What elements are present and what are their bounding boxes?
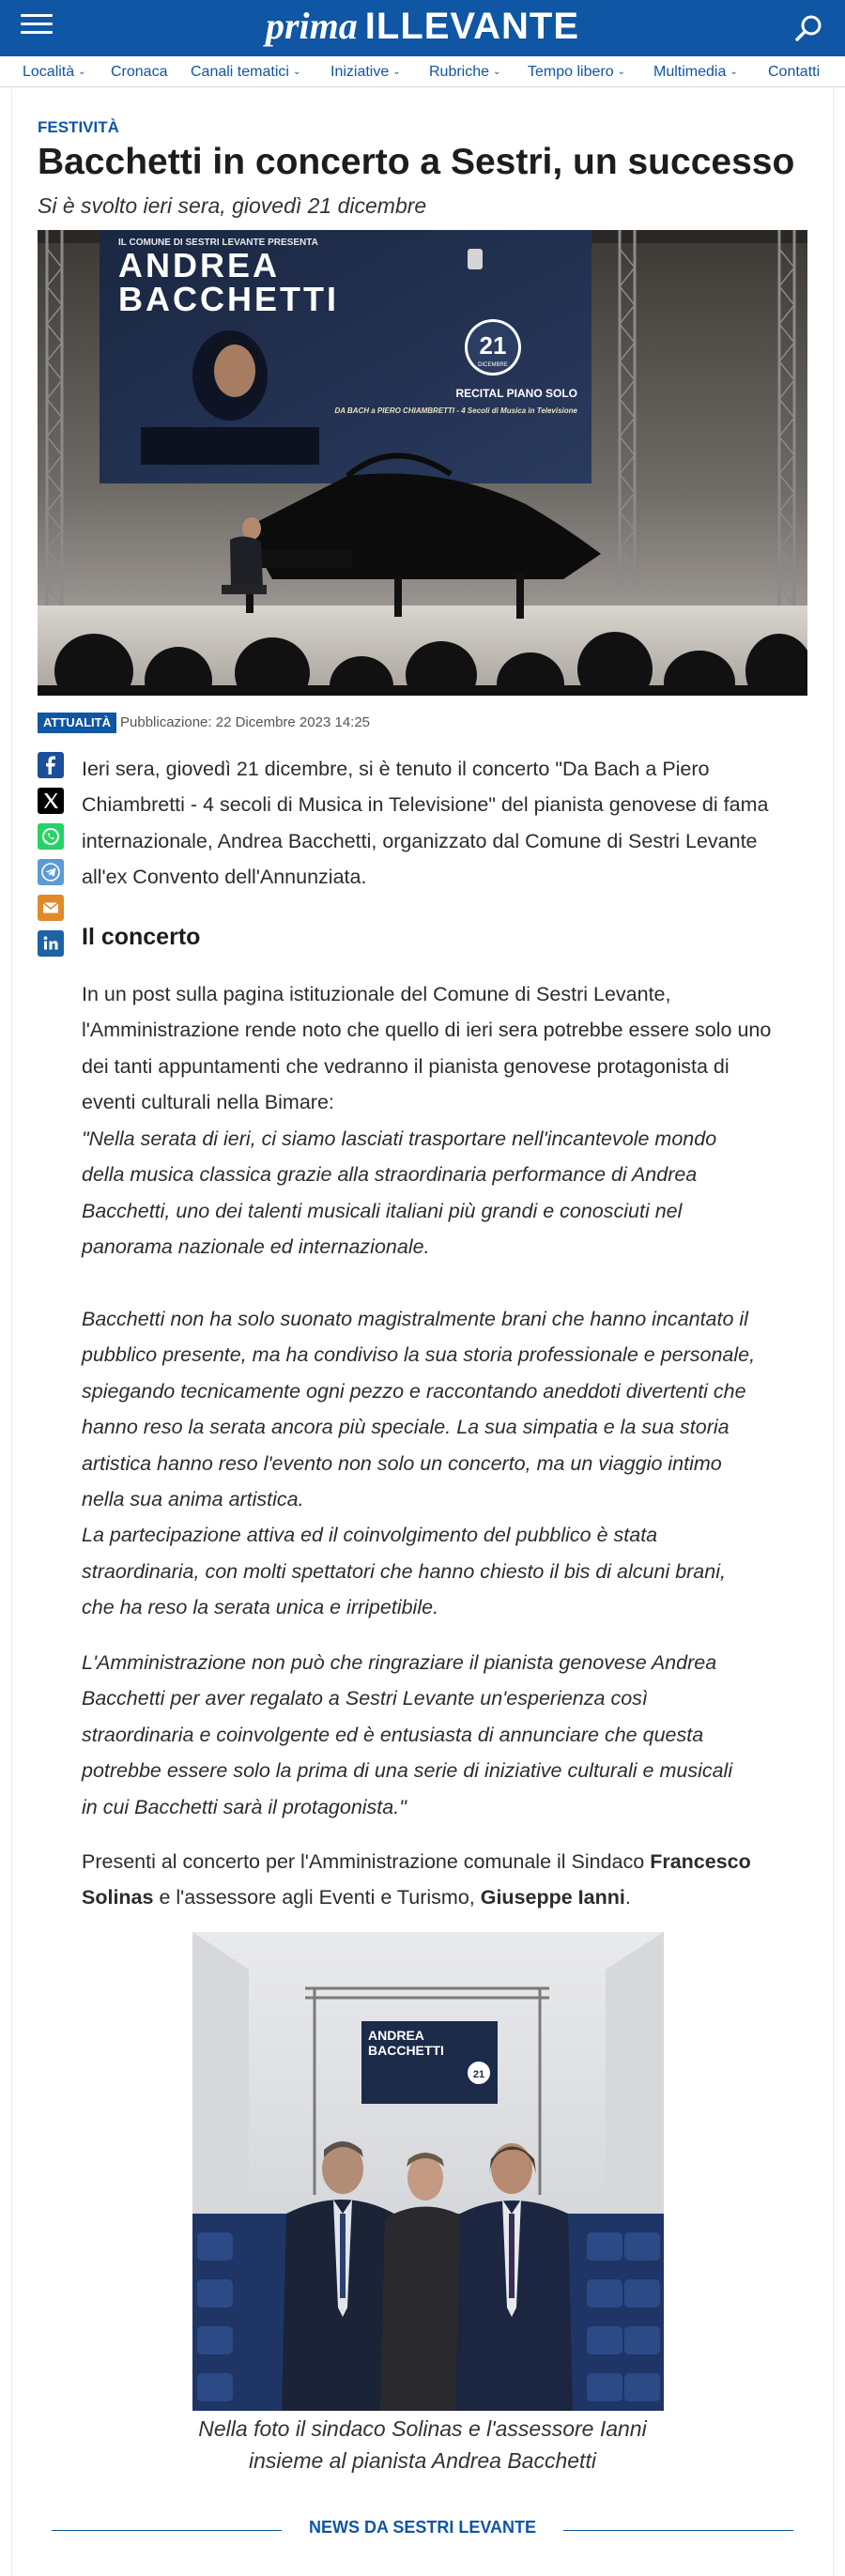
- category-badge[interactable]: ATTUALITÀ: [38, 713, 116, 733]
- chevron-down-icon: ⌄: [292, 67, 301, 77]
- chevron-down-icon: ⌄: [493, 67, 501, 77]
- article-lead: Ieri sera, giovedì 21 dicembre, si è tenuto il concerto "Da Bach a Piero Chiambretti - 4 secoli di Musica in Televisione" del pianista genovese di fama internazionale, Andrea Bacchetti, organizzato dal Comune di Sestri Levante all'ex Convento dell'Annunziata.: [82, 758, 769, 889]
- hero-image: [38, 230, 807, 696]
- quote-paragraph-3: L'Amministrazione non può che ringraziare il pianista genovese Andrea Bacchetti per aver regalato a Sestri Levante un'esperienza così straordinaria e coinvolgente ed è entusiasta di annunciare che questa potrebbe essere solo la prima di una serie di iniziative culturali e musicali in cui Bacchetti sarà il protagonista.": [82, 1651, 733, 1818]
- linkedin-icon[interactable]: [38, 930, 64, 957]
- related-news-heading[interactable]: NEWS DA SESTRI LEVANTE: [0, 2518, 845, 2538]
- email-icon[interactable]: [38, 895, 64, 921]
- mayor-name: Francesco: [650, 1850, 751, 1873]
- chevron-down-icon: ⌄: [730, 67, 738, 77]
- nav-item-rubriche[interactable]: Rubriche ⌄: [429, 64, 501, 80]
- hero-screen-sub: DA BACH a PIERO CHIAMBRETTI - 4 Secoli di Musica in Televisione: [334, 406, 577, 415]
- photo2-screen-line2: BACCHETTI: [368, 2043, 444, 2058]
- article-kicker[interactable]: FESTIVITÀ: [38, 118, 119, 136]
- publication-date: Pubblicazione: 22 Dicembre 2023 14:25: [120, 714, 371, 730]
- nav-item-multimedia[interactable]: Multimedia ⌄: [653, 64, 738, 80]
- hero-screen-line2: ANDREA: [118, 246, 281, 284]
- nav-item-canali-tematici[interactable]: Canali tematici ⌄: [191, 64, 301, 80]
- facebook-icon[interactable]: [38, 752, 64, 778]
- photo-caption: Nella foto il sindaco Solinas e l'assessore Ianni insieme al pianista Andrea Bacchetti: [198, 2416, 647, 2473]
- quote-paragraph-1: "Nella serata di ieri, ci siamo lasciati trasportare nell'incantevole mondo della musica classica grazie alla straordinaria performance di Andrea Bacchetti, uno dei talenti musicali italiani più grandi e conosciuti nel panorama nazionale ed internazionale.: [82, 1127, 717, 1259]
- nav-item-cronaca[interactable]: Cronaca: [111, 64, 168, 80]
- hero-screen-recital: RECITAL PIANO SOLO: [455, 387, 577, 400]
- logo-name: ILLEVANTE: [364, 6, 580, 47]
- photo2-screen-line1: ANDREA: [368, 2028, 424, 2043]
- telegram-icon[interactable]: [38, 859, 64, 885]
- nav-item-iniziative[interactable]: Iniziative ⌄: [330, 64, 401, 80]
- quote-paragraph-2: Bacchetti non ha solo suonato magistralmente brani che hanno incantato il pubblico presente, ma ha condiviso la sua storia professionale e personale, spiegando tecnicamente ogni pezzo e raccontando aneddoti divertenti che hanno reso la serata ancora più speciale. La sua simpatia e la sua storia artistica hanno reso l'evento non solo un concerto, ma un viaggio intimo nella sua anima artistica. La partecipazione attiva ed il coinvolgimento del pubblico è stata straordinaria, con molti spettatori che hanno chiesto il bis di alcuni brani, che ha reso la serata unica e irripetibile.: [82, 1308, 756, 1619]
- assessor-name: Giuseppe Ianni: [480, 1886, 625, 1909]
- nav-item-contatti[interactable]: Contatti: [768, 64, 821, 80]
- section-heading: Il concerto: [82, 924, 201, 950]
- chevron-down-icon: ⌄: [392, 67, 401, 77]
- hero-screen-month: DICEMBRE: [478, 362, 508, 368]
- hero-screen-line3: BACCHETTI: [118, 280, 339, 318]
- top-bar: [0, 0, 845, 56]
- paragraph-1: In un post sulla pagina istituzionale del Comune di Sestri Levante, l'Amministrazione rende noto che quello di ieri sera potrebbe essere solo uno dei tanti appuntamenti che vedranno il pianista genovese protagonista di eventi culturali nella Bimare:: [82, 983, 772, 1114]
- article-title: Bacchetti in concerto a Sestri, un successo: [38, 142, 795, 182]
- chevron-down-icon: ⌄: [78, 67, 86, 77]
- whatsapp-icon[interactable]: [38, 823, 64, 850]
- hero-screen-line1: IL COMUNE DI SESTRI LEVANTE PRESENTA: [118, 238, 318, 248]
- x-icon[interactable]: [38, 788, 64, 814]
- hero-screen-day: 21: [479, 331, 507, 360]
- closing-paragraph: Presenti al concerto per l'Amministrazione comunale il Sindaco Francesco Solinas e l'assessore agli Eventi e Turismo, Giuseppe Ianni.: [82, 1850, 751, 1909]
- article-subtitle: Si è svolto ieri sera, giovedì 21 dicembre: [38, 193, 427, 218]
- logo-prima: prima: [265, 5, 358, 47]
- nav-item-tempo-libero[interactable]: Tempo libero ⌄: [528, 64, 625, 80]
- photo2-screen-day: 21: [472, 2069, 485, 2080]
- main-nav: [0, 56, 845, 87]
- nav-item-localita[interactable]: Località ⌄: [23, 64, 86, 80]
- site-logo[interactable]: [0, 4, 845, 48]
- chevron-down-icon: ⌄: [617, 67, 625, 77]
- group-photo: [192, 1932, 664, 2411]
- search-icon[interactable]: [794, 13, 824, 43]
